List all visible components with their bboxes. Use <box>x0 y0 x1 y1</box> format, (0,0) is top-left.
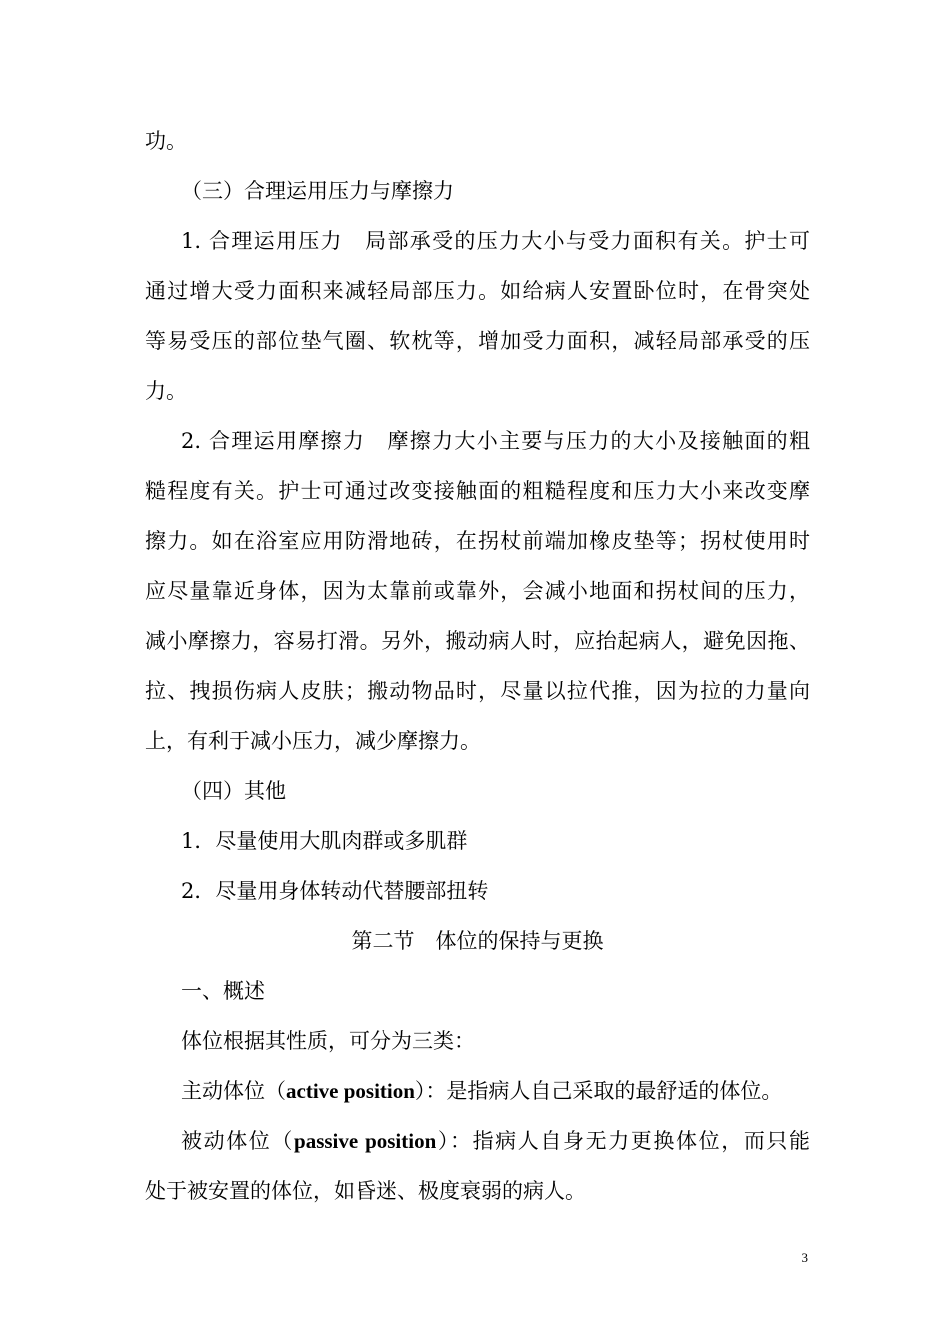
paragraph-line: 拉、拽损伤病人皮肤；搬动物品时，尽量以拉代推，因为拉的力量向 <box>145 679 810 703</box>
active-position-line <box>145 1066 810 1116</box>
section-heading-3: （三）合理运用压力与摩擦力 <box>181 179 454 203</box>
paragraph-line: 擦力。如在浴室应用防滑地砖，在拐杖前端加橡皮垫等；拐杖使用时 <box>145 529 810 553</box>
section-heading-4: （四）其他 <box>181 779 286 803</box>
paragraph-line: 等易受压的部位垫气圈、软枕等，增加受力面积，减轻局部承受的压 <box>145 329 810 353</box>
chapter-section-title: 第二节 体位的保持与更换 <box>351 929 604 953</box>
active-suffix: ）：是指病人自己采取的最舒适的体位。 <box>414 1079 783 1103</box>
paragraph-line: 糙程度有关。护士可通过改变接触面的粗糙程度和压力大小来改变摩 <box>145 479 810 503</box>
paragraph-line: 减小摩擦力，容易打滑。另外，搬动病人时，应抬起病人，避免因拖、 <box>145 629 810 653</box>
active-term: active position <box>286 1079 415 1103</box>
paragraph-line: 功。 <box>145 129 187 153</box>
list-item: 1．尽量使用大肌肉群或多肌群 <box>181 829 468 853</box>
passive-prefix: 被动体位（ <box>181 1129 295 1153</box>
paragraph-line: 应尽量靠近身体，因为太靠前或靠外，会减小地面和拐杖间的压力， <box>145 579 810 603</box>
passive-suffix: ）：指病人自身无力更换体位，而只能 <box>436 1129 810 1153</box>
passive-term: passive position <box>294 1129 437 1153</box>
body-text <box>145 116 810 1216</box>
list-item: 2．尽量用身体转动代替腰部扭转 <box>181 879 489 903</box>
paragraph-line: 2. 合理运用摩擦力 摩擦力大小主要与压力的大小及接触面的粗 <box>181 429 810 453</box>
paragraph-line: 通过增大受力面积来减轻局部压力。如给病人安置卧位时，在骨突处 <box>145 279 810 303</box>
active-prefix: 主动体位（ <box>181 1079 286 1103</box>
paragraph-line: 力。 <box>145 379 187 403</box>
paragraph-line: 体位根据其性质，可分为三类： <box>181 1029 475 1053</box>
paragraph-line: 上，有利于减小压力，减少摩擦力。 <box>145 729 481 753</box>
paragraph-line: 处于被安置的体位，如昏迷、极度衰弱的病人。 <box>145 1179 586 1203</box>
paragraph-line: 1. 合理运用压力 局部承受的压力大小与受力面积有关。护士可 <box>181 229 810 253</box>
page-number: 3 <box>801 1250 808 1265</box>
passive-position-line <box>145 1116 810 1166</box>
subsection-heading: 一、概述 <box>181 979 265 1003</box>
